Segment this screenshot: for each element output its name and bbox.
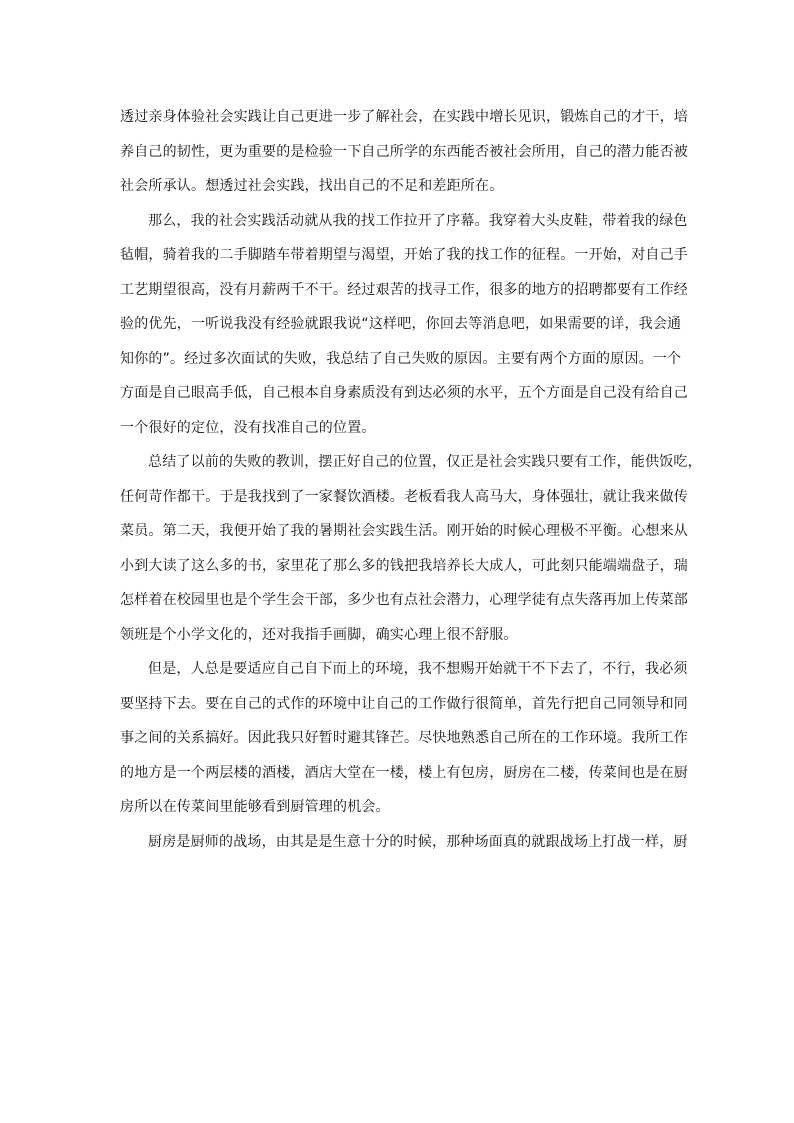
text-line: 方面是自己眼高手低，自己根本自身素质没有到达必须的水平，五个方面是自己没有给自己 (120, 385, 688, 401)
text-line: 的地方是一个两层楼的酒楼，酒店大堂在一楼，楼上有包房，厨房在二楼，传菜间也是在厨 (120, 764, 688, 781)
paragraph (120, 204, 688, 446)
text-line: 总结了以前的失败的教训，摆正好自己的位置，仅正是社会实践只要有工作，能供饭吃， (148, 454, 702, 470)
text-line: 一个很好的定位，没有找准自己的位置。 (120, 419, 376, 436)
text-line: 但是，人总是要适应自己自下而上的环境，我不想赐开始就干不下去了，不行，我必须 (148, 661, 688, 677)
text-line: 领班是个小学文化的，还对我指手画脚，确实心理上很不舒服。 (120, 626, 518, 643)
text-line: 那么，我的社会实践活动就从我的找工作拉开了序幕。我穿着大头皮鞋，带着我的绿色 (148, 212, 688, 229)
paragraph (120, 445, 702, 652)
text-line: 事之间的关系搞好。因此我只好暂时避其锋芒。尽快地熟悉自己所在的工作环境。我所工作 (120, 730, 688, 746)
text-line: 小到大读了这么多的书，家里花了那么多的钱把我培养长大成人，可此刻只能端端盘子，瑞 (120, 557, 688, 574)
text-line: 养自己的韧性，更为重要的是检验一下自己所学的东西能否被社会所用，自己的潜力能否被 (120, 143, 688, 160)
paragraph (120, 100, 688, 204)
text-line: 要坚持下去。要在自己的式作的环境中让自己的工作做行很简单，首先行把自己同领导和同 (120, 695, 688, 712)
text-line: 毡帽，骑着我的二手脚踏车带着期望与渴望，开始了我的找工作的征程。一开始，对自己手 (120, 247, 688, 263)
text-line: 验的优先，一听说我没有经验就跟我说“这样吧，你回去等消息吧，如果需要的详，我会通 (120, 316, 682, 332)
text-line: 菜员。第二天，我便开始了我的暑期社会实践生活。刚开始的时候心理极不平衡。心想来从 (120, 523, 688, 539)
text-line: 厨房是厨师的战场，由其是是生意十分的时候，那种场面真的就跟战场上打战一样，厨 (148, 833, 688, 850)
text-line: 知你的”。经过多次面试的失败，我总结了自己失败的原因。主要有两个方面的原因。一个 (120, 350, 682, 367)
text-line: 透过亲身体验社会实践让自己更进一步了解社会，在实践中增长见识，锻炼自己的才干，培 (120, 109, 688, 125)
body-text (120, 100, 702, 859)
text-line: 任何苛作都干。于是我找到了一家餐饮酒楼。老板看我人高马大，身体强壮，就让我来做传 (120, 488, 688, 505)
text-line: 房所以在传菜间里能够看到厨管理的机会。 (120, 799, 390, 815)
text-line: 工艺期望很高，没有月薪两千不干。经过艰苦的找寻工作，很多的地方的招聘都要有工作经 (120, 281, 688, 298)
paragraph (120, 652, 688, 825)
text-line: 怎样着在校园里也是个学生会干部，多少也有点社会潜力，心理学徒有点失落再加上传菜部 (120, 592, 688, 608)
paragraph (120, 825, 688, 860)
text-line: 社会所承认。想透过社会实践，找出自己的不足和差距所在。 (120, 178, 504, 194)
